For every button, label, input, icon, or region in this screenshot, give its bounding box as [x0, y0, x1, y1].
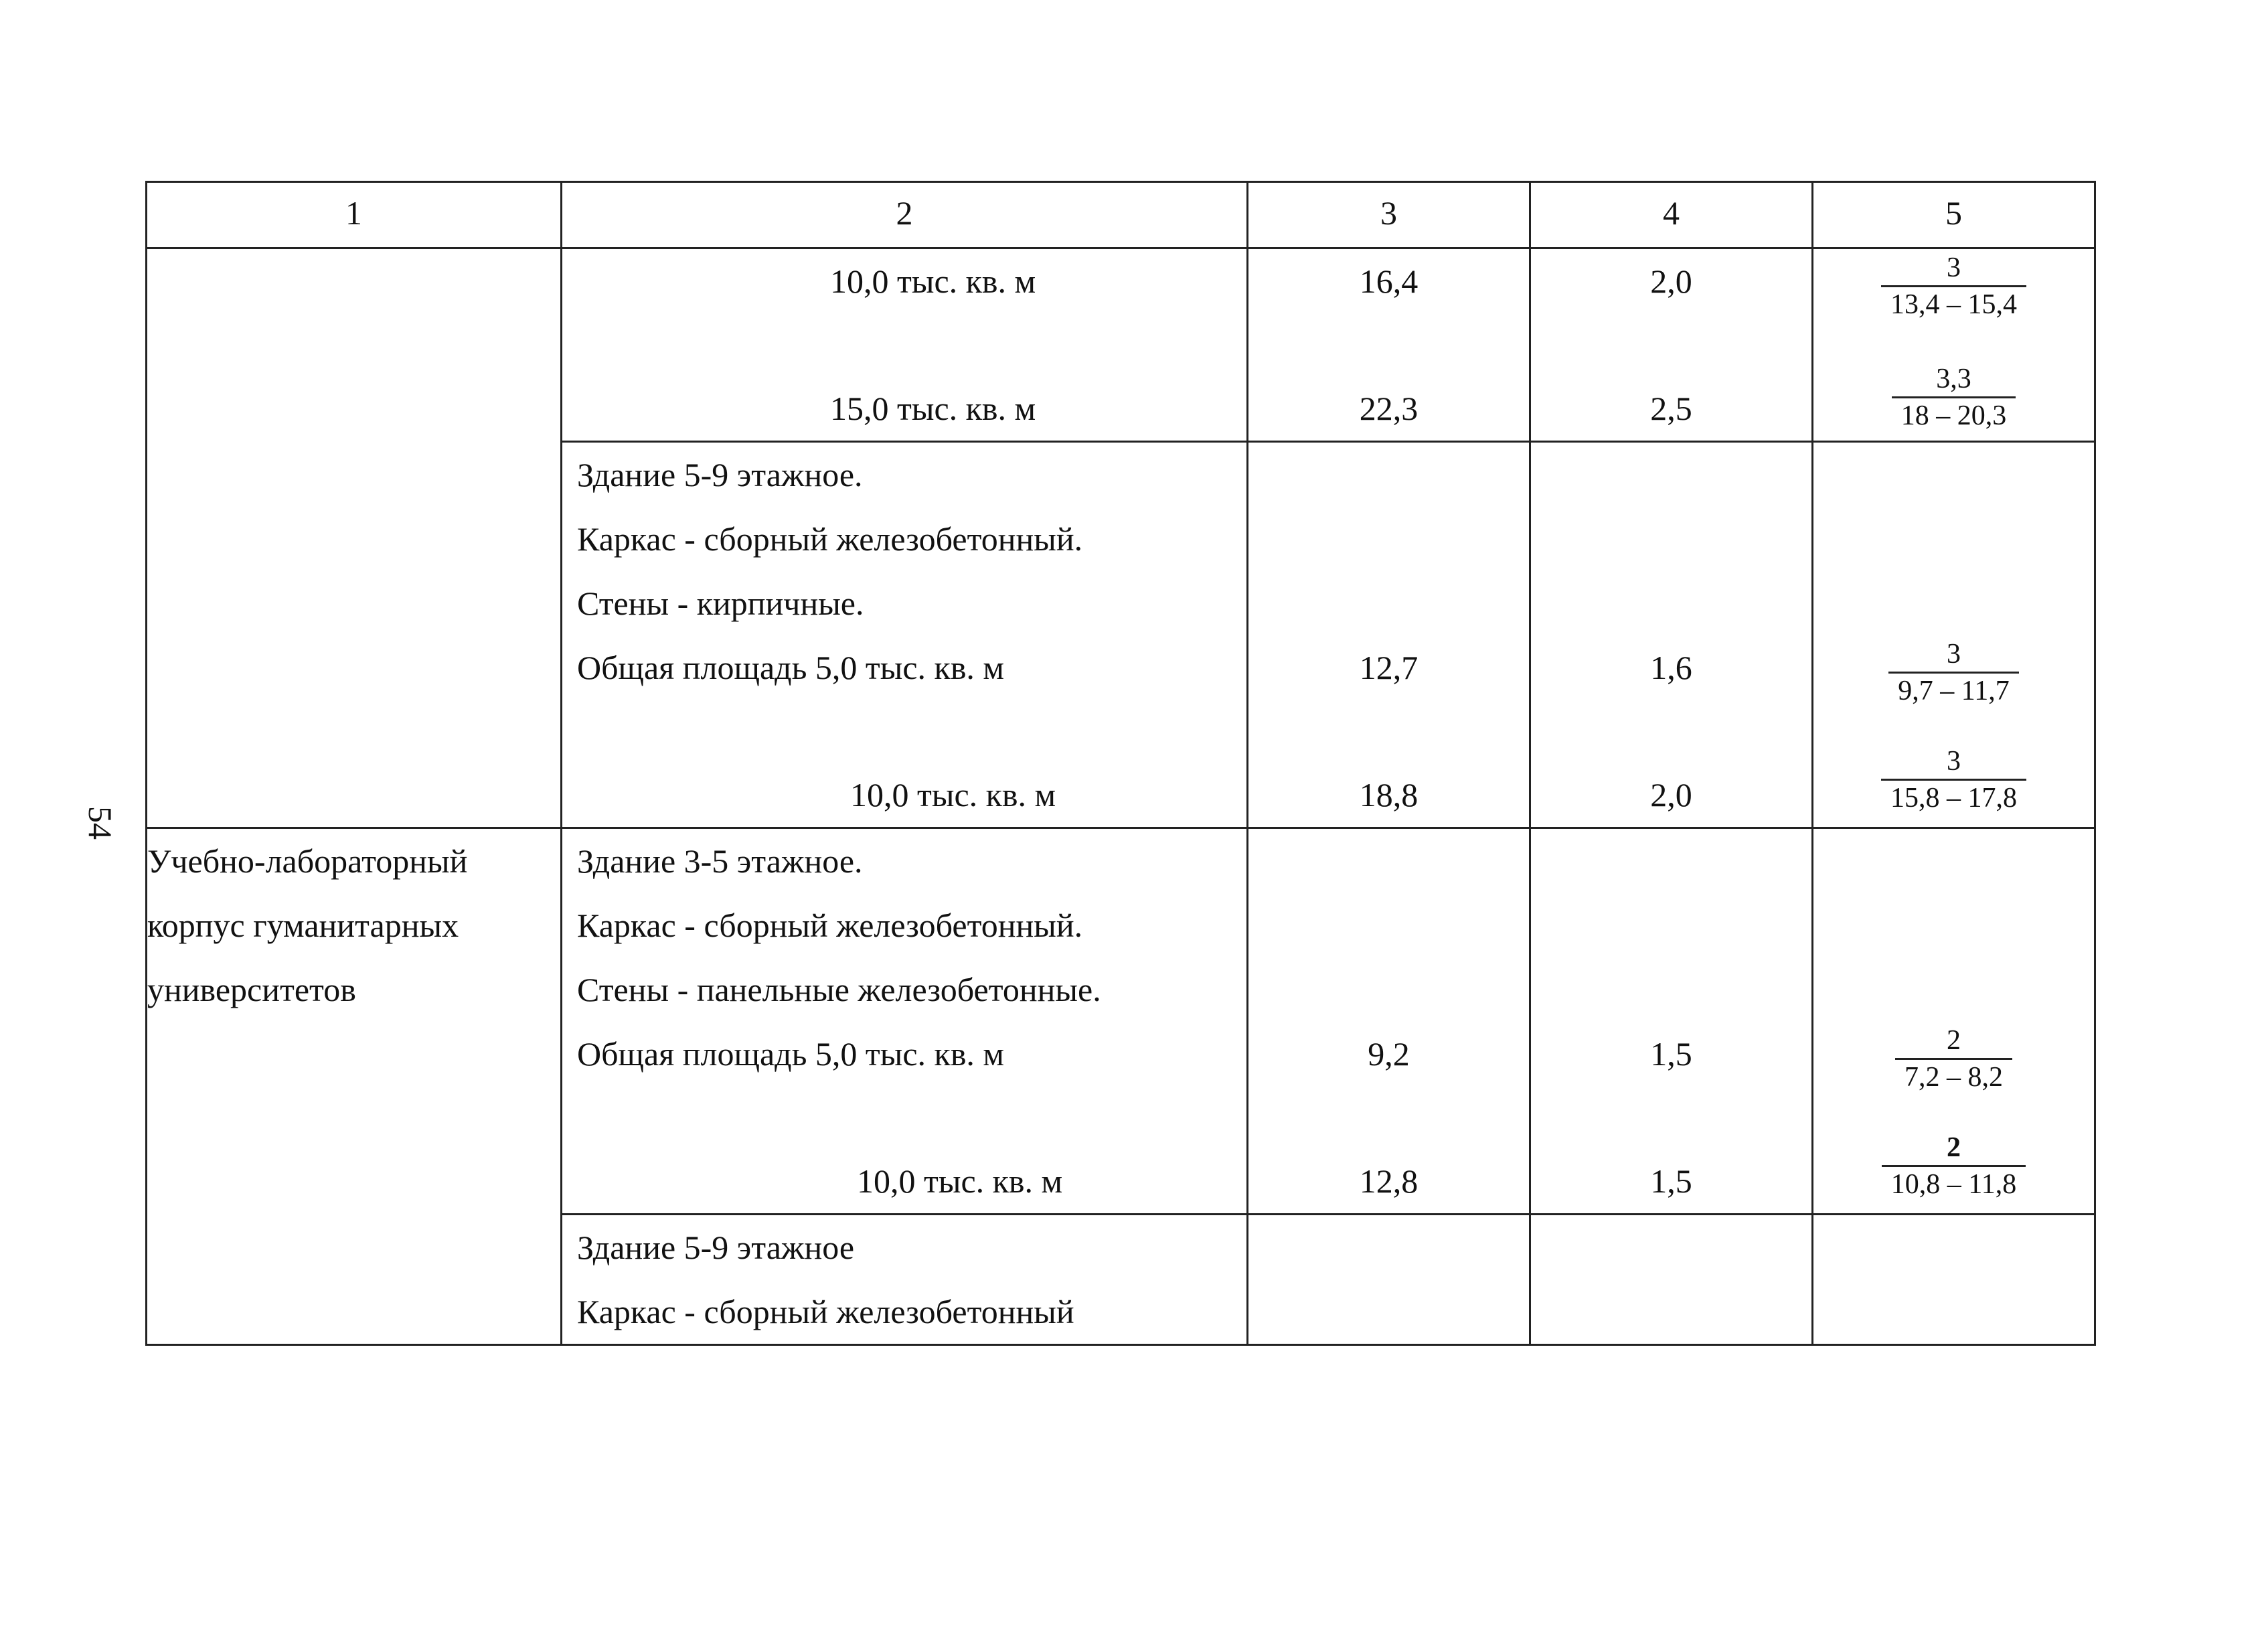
name-cell-empty: [147, 248, 562, 828]
name-line: корпус гуманитарных: [147, 907, 459, 944]
fraction: $\frac{2}{7,2 - 8,2}$: [1895, 1023, 2012, 1095]
area-text: 15,0 тыс. кв. м: [830, 390, 1036, 427]
frame-text: Каркас - сборный железобетонный: [577, 1293, 1074, 1330]
description-cell: [562, 248, 1248, 442]
name-cell: [147, 828, 562, 1345]
value-cell: [1530, 828, 1813, 1215]
table-row: [147, 248, 2095, 442]
page-number: 54: [82, 806, 119, 840]
fraction: $\frac{3}{13,4 - 15,4}$: [1881, 250, 2026, 322]
description-cell: [562, 1215, 1248, 1345]
data-table: [145, 181, 2096, 1346]
value-cell-empty: [1530, 1215, 1813, 1345]
fraction: $\frac{3,3}{18 - 20,3}$: [1892, 362, 2016, 433]
header-cell: 2: [562, 182, 1248, 248]
cost-value: 18,8: [1359, 776, 1419, 813]
area-text: 10,0 тыс. кв. м: [850, 776, 1056, 813]
name-line: Учебно-лабораторный: [147, 842, 468, 880]
value-cell-empty: [1248, 1215, 1530, 1345]
description-cell: [562, 442, 1248, 828]
header-cell: 3: [1248, 182, 1530, 248]
frame-text: Каркас - сборный железобетонный.: [577, 907, 1083, 944]
fraction: $\frac{3}{9,7 - 11,7}$: [1888, 637, 2018, 708]
building-text: Здание 5-9 этажное.: [577, 456, 863, 493]
value-cell: [1248, 828, 1530, 1215]
rate-value: 1,5: [1650, 1035, 1692, 1073]
description-cell: [562, 828, 1248, 1215]
value-cell: [1248, 442, 1530, 828]
header-cell: 5: [1813, 182, 2095, 248]
value-cell: [1530, 442, 1813, 828]
rate-value: 1,6: [1650, 649, 1692, 686]
area-label: Общая площадь 5,0 тыс. кв. м: [577, 649, 1005, 686]
rate-value: 2,5: [1650, 390, 1692, 427]
building-text: Здание 3-5 этажное.: [577, 842, 863, 880]
fraction-cell: [1813, 828, 2095, 1215]
fraction-cell: [1813, 248, 2095, 442]
area-label: Общая площадь 5,0 тыс. кв. м: [577, 1035, 1005, 1073]
table-row: [147, 828, 2095, 1215]
header-cell: 1: [147, 182, 562, 248]
walls-text: Стены - кирпичные.: [577, 585, 864, 622]
value-cell: [1248, 248, 1530, 442]
building-text: Здание 5-9 этажное: [577, 1229, 855, 1266]
value-cell: [1530, 248, 1813, 442]
fraction-cell: [1813, 442, 2095, 828]
area-text: 10,0 тыс. кв. м: [857, 1162, 1063, 1200]
frame-text: Каркас - сборный железобетонный.: [577, 520, 1083, 558]
fraction: $\frac{3}{15,8 - 17,8}$: [1881, 744, 2026, 816]
cost-value: 9,2: [1368, 1035, 1410, 1073]
fraction: $\frac{2}{10,8 - 11,8}$: [1882, 1130, 2026, 1202]
cost-value: 16,4: [1359, 262, 1419, 300]
area-text: 10,0 тыс. кв. м: [830, 262, 1036, 300]
fraction-cell-empty: [1813, 1215, 2095, 1345]
header-cell: 4: [1530, 182, 1813, 248]
rate-value: 1,5: [1650, 1162, 1692, 1200]
rate-value: 2,0: [1650, 776, 1692, 813]
walls-text: Стены - панельные железобетонные.: [577, 971, 1101, 1008]
name-line: университетов: [147, 971, 356, 1008]
cost-value: 12,7: [1359, 649, 1419, 686]
cost-value: 22,3: [1359, 390, 1419, 427]
header-row: [147, 182, 2095, 248]
rate-value: 2,0: [1650, 262, 1692, 300]
cost-value: 12,8: [1359, 1162, 1419, 1200]
